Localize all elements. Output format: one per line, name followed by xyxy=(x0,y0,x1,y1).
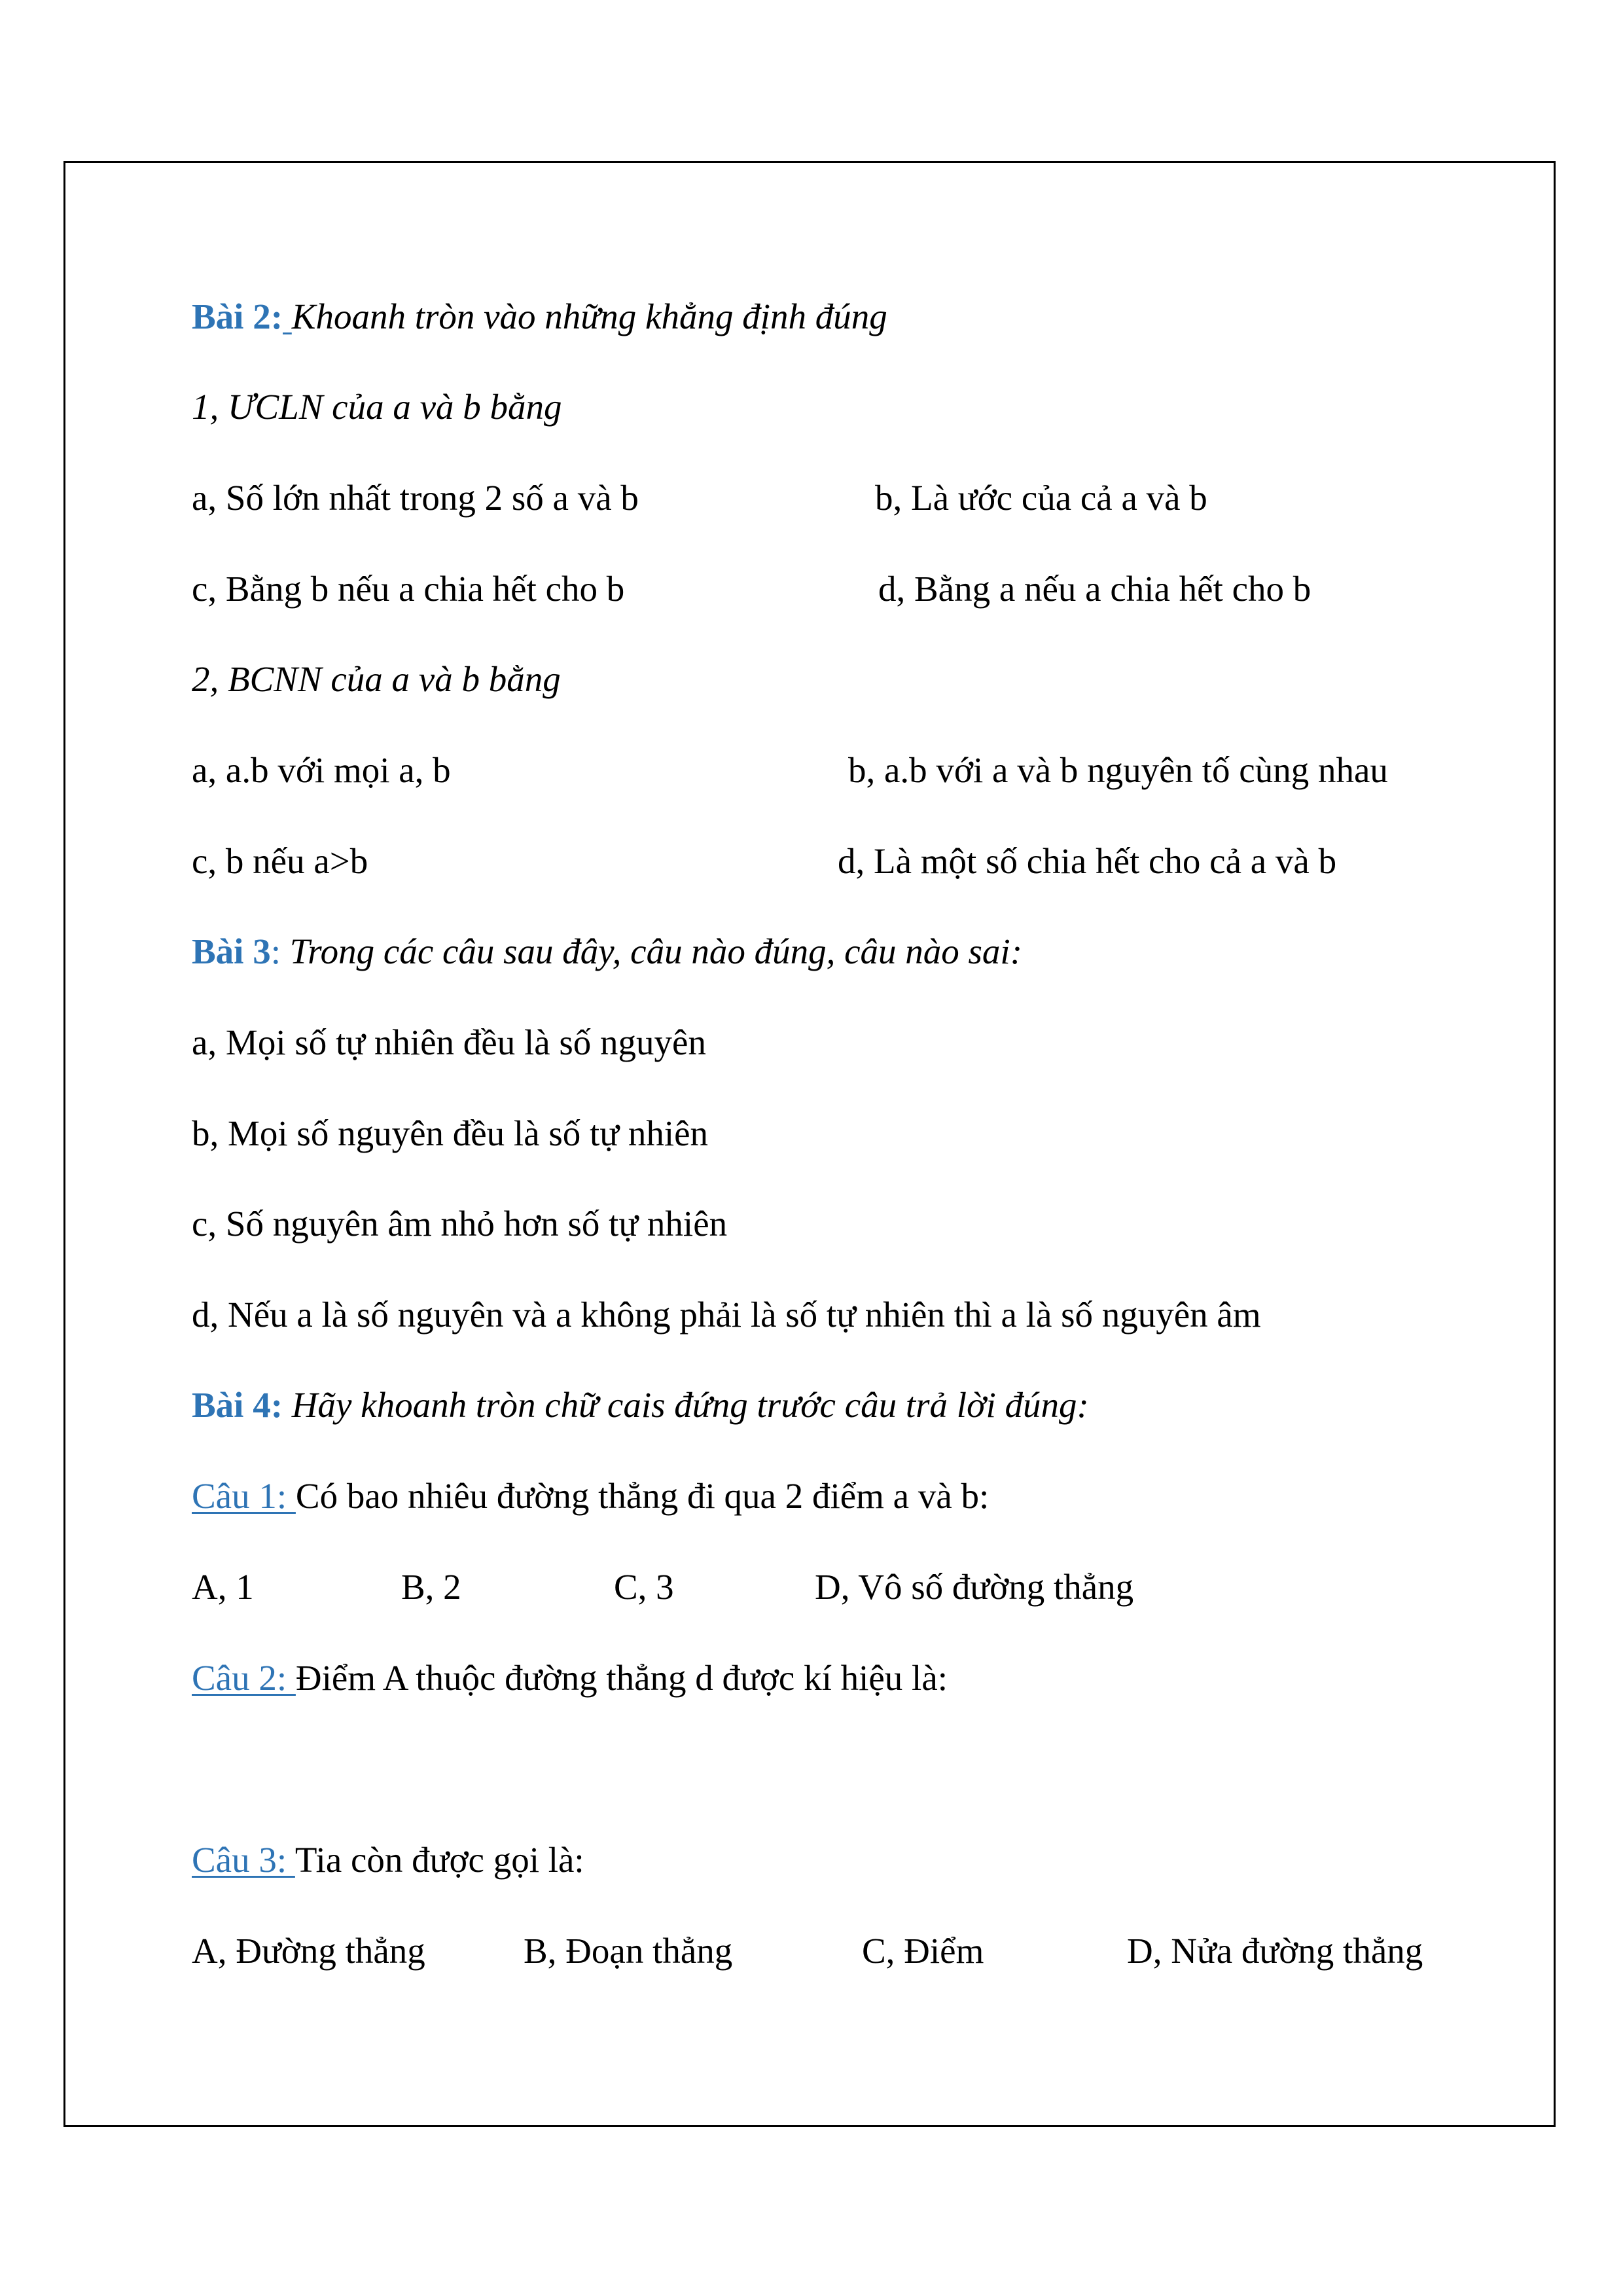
bai3-item-a[interactable]: a, Mọi số tự nhiên đều là số nguyên xyxy=(192,1022,706,1062)
cau3-text: Tia còn được gọi là: xyxy=(294,1840,584,1880)
cau1-option-b[interactable]: B, 2 xyxy=(401,1567,461,1607)
bai3-instruction: Trong các câu sau đây, câu nào đúng, câu nào sai: xyxy=(281,931,1023,971)
bai2-q2-prompt: 2, BCNN của a và b bằng xyxy=(192,659,561,699)
bai3-label: Bài 3 xyxy=(192,931,271,971)
bai2-q1-option-b[interactable]: b, Là ước của cả a và b xyxy=(875,478,1207,518)
cau2-label: Câu 2: xyxy=(192,1658,296,1698)
cau3-option-d[interactable]: D, Nửa đường thẳng xyxy=(1127,1931,1423,1971)
bai2-q2-option-c[interactable]: c, b nếu a>b xyxy=(192,841,368,881)
cau1-question xyxy=(192,1477,989,1516)
cau1-label: Câu 1: xyxy=(192,1476,296,1516)
cau3-label: Câu 3: xyxy=(192,1840,295,1880)
cau3-option-c[interactable]: C, Điểm xyxy=(862,1931,984,1971)
bai4-heading xyxy=(192,1386,1089,1425)
bai4-label: Bài 4: xyxy=(192,1385,283,1425)
bai3-item-b[interactable]: b, Mọi số nguyên đều là số tự nhiên xyxy=(192,1113,709,1153)
bai2-q1-prompt: 1, ƯCLN của a và b bằng xyxy=(192,387,562,427)
cau1-option-a[interactable]: A, 1 xyxy=(192,1567,254,1607)
bai4-instruction: Hãy khoanh tròn chữ cais đứng trước câu trả lời đúng: xyxy=(283,1385,1089,1425)
bai2-q2-option-a[interactable]: a, a.b với mọi a, b xyxy=(192,750,451,790)
bai3-item-c[interactable]: c, Số nguyên âm nhỏ hơn số tự nhiên xyxy=(192,1204,728,1244)
bai3-colon: : xyxy=(270,931,281,971)
cau2-question xyxy=(192,1659,948,1698)
bai2-label: Bài 2: xyxy=(192,296,283,336)
bai2-heading xyxy=(192,297,887,336)
bai3-item-d[interactable]: d, Nếu a là số nguyên và a không phải là số tự nhiên thì a là số nguyên âm xyxy=(192,1295,1261,1335)
bai2-q1-option-c[interactable]: c, Bằng b nếu a chia hết cho b xyxy=(192,569,625,609)
cau1-text: Có bao nhiêu đường thẳng đi qua 2 điểm a và b: xyxy=(295,1476,990,1516)
bai3-heading xyxy=(192,932,1022,971)
bai2-sep xyxy=(283,296,292,336)
cau1-option-d[interactable]: D, Vô số đường thẳng xyxy=(815,1567,1134,1607)
bai2-q1-option-a[interactable]: a, Số lớn nhất trong 2 số a và b xyxy=(192,478,639,518)
cau3-option-b[interactable]: B, Đoạn thẳng xyxy=(524,1931,733,1971)
cau3-question xyxy=(192,1840,584,1880)
bai2-q2-option-d[interactable]: d, Là một số chia hết cho cả a và b xyxy=(838,841,1337,881)
bai2-instruction: Khoanh tròn vào những khẳng định đúng xyxy=(291,296,887,336)
bai2-q2-option-b[interactable]: b, a.b với a và b nguyên tố cùng nhau xyxy=(848,750,1388,790)
cau1-option-c[interactable]: C, 3 xyxy=(614,1567,674,1607)
bai2-q1-option-d[interactable]: d, Bằng a nếu a chia hết cho b xyxy=(878,569,1311,609)
cau2-text: Điểm A thuộc đường thẳng d được kí hiệu là: xyxy=(295,1658,948,1698)
cau3-option-a[interactable]: A, Đường thẳng xyxy=(192,1931,425,1971)
